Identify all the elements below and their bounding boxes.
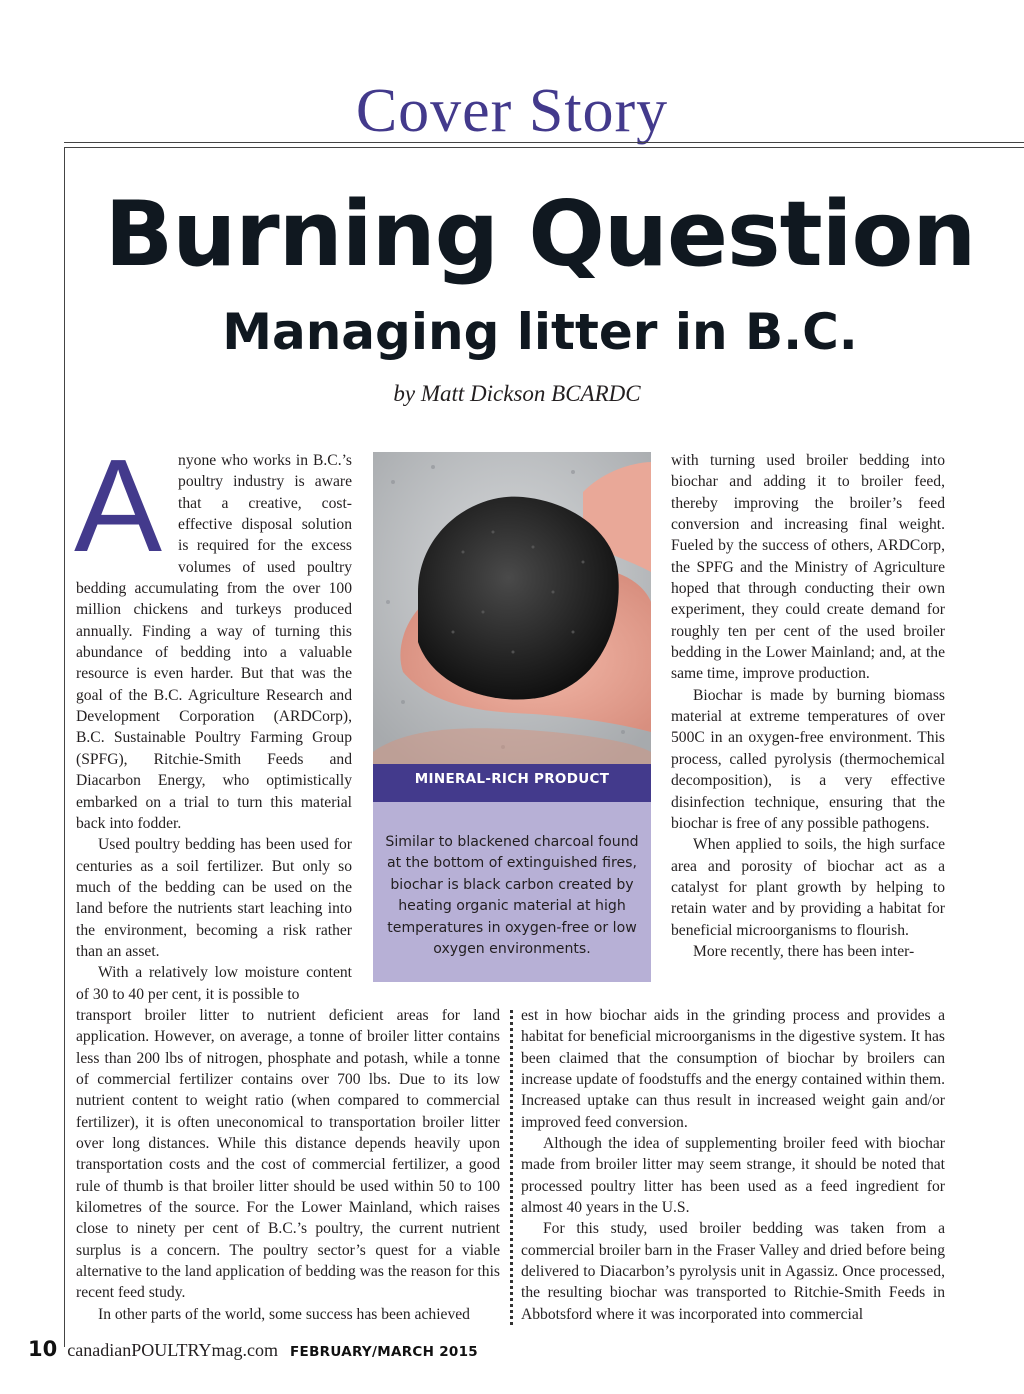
paragraph: More recently, there has been inter- xyxy=(693,942,915,960)
header-rule-inner xyxy=(64,147,1024,148)
paragraph: with turning used broiler bedding into biochar and adding it to broiler feed, thereby improving the broiler’s feed conversion and increasing final weight. Fueled by the success of others, ARDCorp, the SPFG and the Ministry of Agriculture hoped that through conducting their own experiment, they could create demand for roughly ten per cent of the used broiler bedding in the Lower Mainland; and, at the same time, improve production. xyxy=(671,452,945,683)
paragraph: transport broiler litter to nutrient deficient areas for land application. However, on average, a tonne of broiler litter contains less than 200 lbs of nitrogen, phosphate and potash, while a tonne of commercial fertilizer contains over 700 lbs. Due to its low nutrient content to weight ratio (when compared to commercial fertilizer), it is often uneconomical to transportation broiler litter over long distances. While this distance depends heavily upon transportation costs and the cost of commercial fertilizer, a good rule of thumb is that broiler litter should be used within 50 to 100 kilometres of the source. For the Lower Mainland, which raises close to ninety per cent of B.C.’s poultry, the current nutrient surplus is a concern. The poultry sector’s quest for a viable alternative to the land application of bedding was the reason for this recent feed study. xyxy=(76,1007,500,1302)
paragraph: Biochar is made by burning biomass material at extreme temperatures of over 500C in an oxygen-free environment. This process, called pyrolysis (thermochemical decomposition), is a very effective disinfection technique, ensuring that the biochar is free of any possible pathogens. xyxy=(671,686,945,832)
drop-cap: A xyxy=(74,432,163,579)
paragraph: Although the idea of supplementing broiler feed with biochar made from broiler litter may seem strange, it should be noted that processed poultry litter has been used as a feed ingredient for almost 40 years in the U.S. xyxy=(521,1135,945,1217)
column-separator xyxy=(510,1010,513,1325)
paragraph: In other parts of the world, some success has been achieved xyxy=(98,1305,470,1323)
paragraph: nyone who works in B.C.’s poultry industry is aware that a creative, cost-effective disposal solution is required for the excess volumes of used poultry bedding accumulating from the over 100 million chickens and turkeys produced annually. Finding a way of turning this abundance of bedding into a valuable resource is even harder. But that was the goal of the B.C. Agriculture Research and Development Corporation (ARDCorp), B.C. Sustainable Poultry Farming Group (SPFG), Ritchie-Smith Feeds and Diacarbon Energy, who optimistically embarked on a trial to turn this material back into fodder. xyxy=(76,452,352,832)
biochar-hand-photo xyxy=(373,452,651,764)
site-url: canadianPOULTRYmag.com xyxy=(67,1340,279,1360)
caption-text: Similar to blackened charcoal found at the bottom of extinguished fires, biochar is black carbon created by heating organic material at high temperatures in oxygen-free or low oxygen environments. xyxy=(385,834,639,958)
page-number: 10 xyxy=(28,1337,58,1361)
header-rule xyxy=(64,142,1024,143)
byline: by Matt Dickson BCARDC xyxy=(393,381,641,406)
section-kicker: Cover Story xyxy=(355,77,669,145)
paragraph: When applied to soils, the high surface area and porosity of biochar act as a catalyst for plant growth by helping to retain water and by providing a habitat for beneficial microorganisms to flourish. xyxy=(671,836,945,939)
article-column-left xyxy=(74,432,352,1005)
paragraph: Used poultry bedding has been used for centuries as a soil fertilizer. But only so much of the bedding can be used on the land before the nutrients start leaching into the environment, becoming a risk rather than an asset. xyxy=(76,836,352,960)
paragraph: For this study, used broiler bedding was taken from a commercial broiler barn in the Fraser Valley and dried before being delivered to Diacarbon’s pyrolysis unit in Agassiz. Once processed, the resulting biochar was transported to Ritchie-Smith Feeds in Abbotsford where it was incorporated into commercial xyxy=(521,1220,945,1323)
paragraph: With a relatively low moisture content of 30 to 40 per cent, it is possible to xyxy=(76,964,352,1003)
article-column-bottom-right xyxy=(521,1005,945,1325)
issue-date: FEBRUARY/MARCH 2015 xyxy=(290,1344,478,1360)
page-footer xyxy=(28,1337,478,1361)
subheadline: Managing litter in B.C. xyxy=(222,303,858,361)
photo-graphic xyxy=(373,452,651,764)
article-column-right xyxy=(671,450,945,962)
paragraph: est in how biochar aids in the grinding process and provides a habitat for beneficial microorganisms in the digestive system. It has been claimed that the consumption of biochar by broilers can increase update of foodstuffs and the energy contained within them. Increased uptake can thus result in increased weight gain and/or improved feed conversion. xyxy=(521,1007,945,1131)
caption-heading: MINERAL-RICH PRODUCT xyxy=(373,764,651,802)
article-column-bottom-left xyxy=(76,1005,500,1325)
headline: Burning Question xyxy=(104,182,976,287)
